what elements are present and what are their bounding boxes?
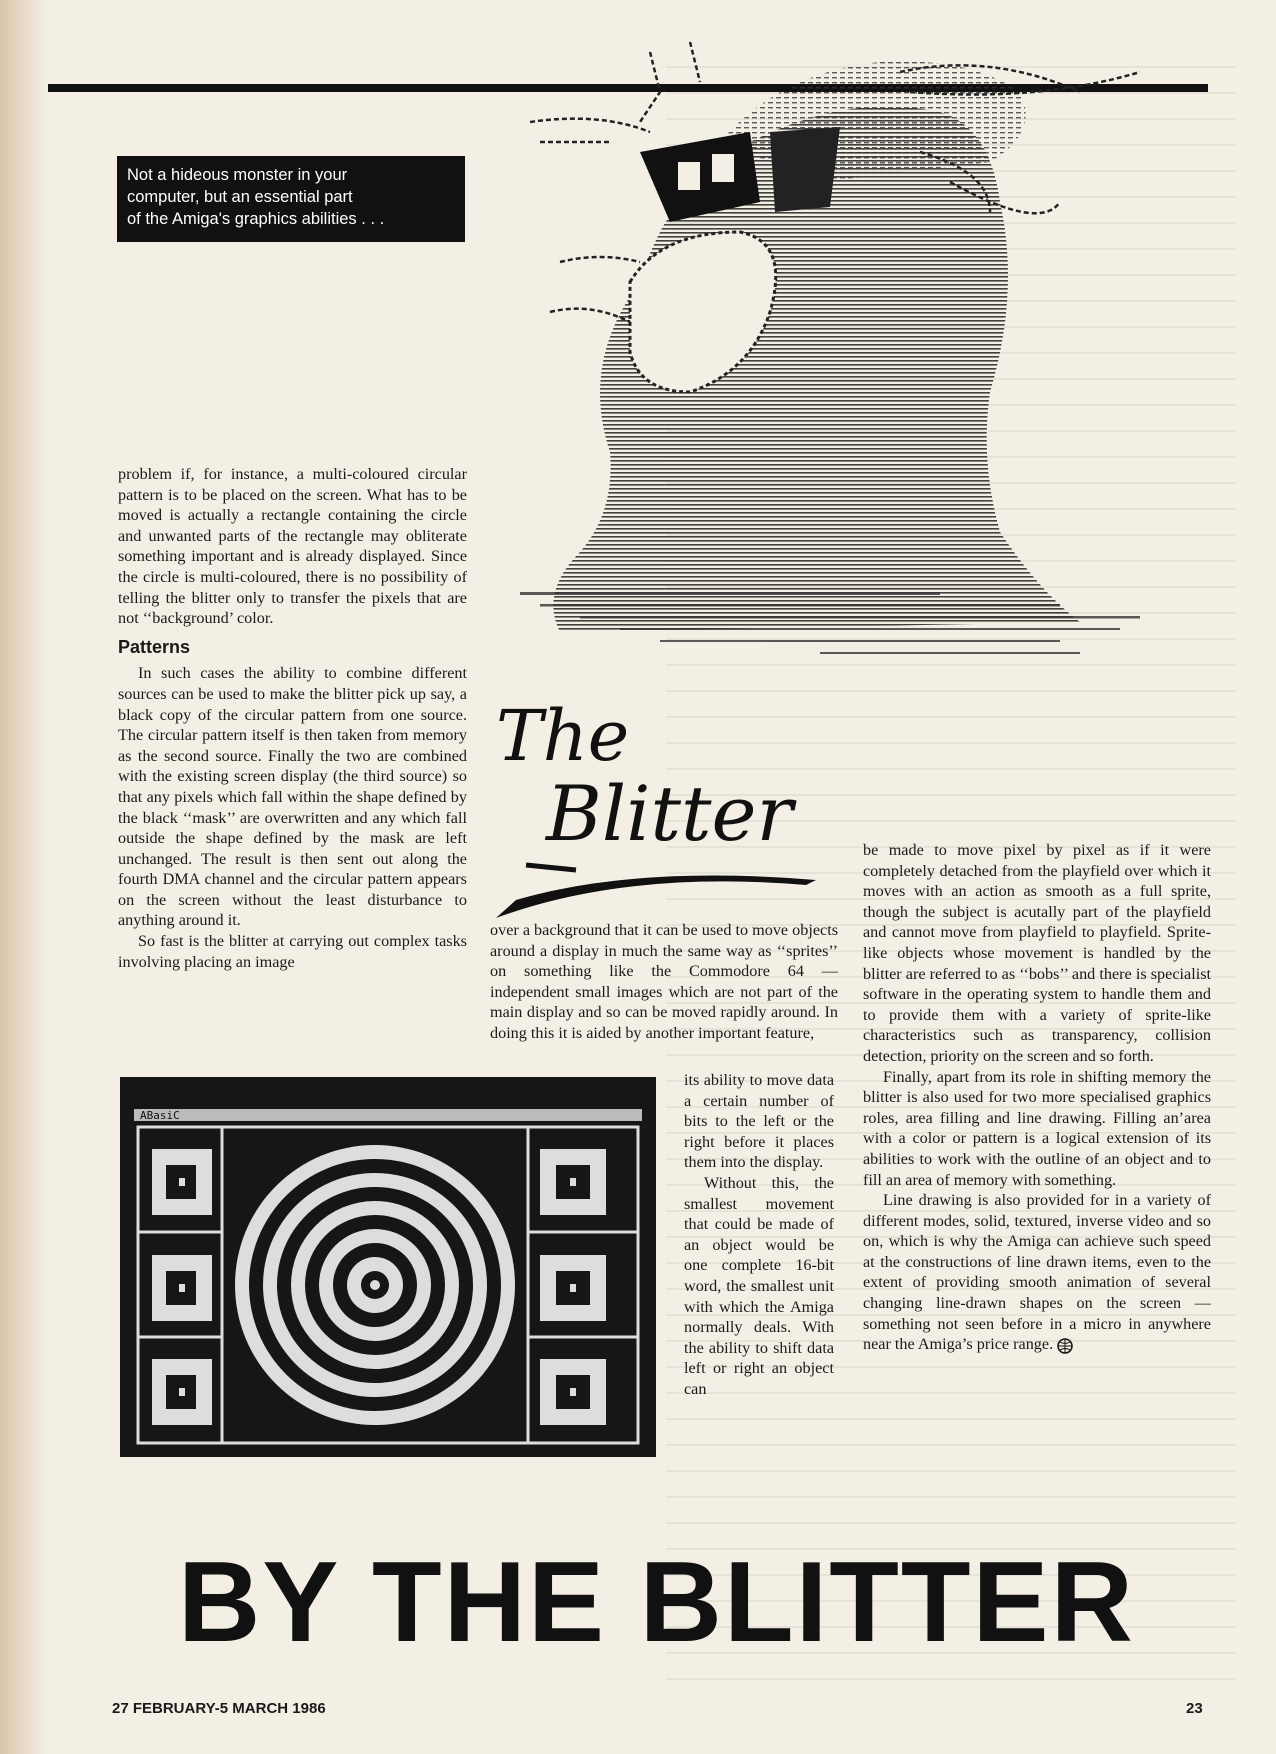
text-column-2	[490, 920, 838, 1044]
logo-underline	[526, 865, 576, 870]
paragraph: So fast is the blitter at carrying out complex tasks involving placing an image	[118, 932, 467, 971]
paragraph	[863, 1190, 1211, 1355]
amiga-screenshot	[120, 1077, 656, 1457]
paragraph: over a background that it can be used to move objects around a display in much the same way as ‘‘sprites’’ on something like the Commodore 64 — independent small images which are not part of the main display and so can be moved rapidly around. In doing this it is aided by another important feature,	[490, 921, 838, 1042]
text-column-2-narrow	[684, 1070, 834, 1400]
caption-line: of the Amiga's graphics abilities . . .	[127, 210, 385, 228]
window-title: ABasiC	[140, 1109, 180, 1122]
monster-illustration	[520, 32, 1210, 712]
concentric-circles	[235, 1145, 515, 1425]
end-mark-globe-icon	[1057, 1338, 1073, 1354]
paragraph: Without this, the smallest movement that could be made of an object would be one complete 16-bit word, the smallest unit with which the Amiga normally deals. With the ability to shift data left or right an object can	[684, 1173, 834, 1398]
logo-word-the: The	[496, 695, 630, 777]
paragraph: In such cases the ability to combine different sources can be used to make the blitter pick up say, a black copy of the circular pattern from one source. The circular pattern itself is then taken from memory as the second source. Finally the two are combined with the existing screen display (the third source) so that any pixels which fall within the shape defined by the black ‘‘mask’’ are overwritten and any which fall outside the shape defined by the mask are left unchanged. The result is then sent out along the fourth DMA channel and the circular pattern appears on the screen without the least disturbance to anything around it.	[118, 664, 467, 930]
section-heading-patterns: Patterns	[118, 636, 191, 657]
footer-date: 27 FEBRUARY-5 MARCH 1986	[112, 1700, 326, 1717]
paragraph-text: Line drawing is also provided for in a variety of different modes, solid, textured, inverse video and so on, which is why the Amiga can achieve such speed at the constructions of line drawn items, even to the extent of providing smooth animation of several changing line-drawn shapes on the screen — something not seen before in a micro in anywhere near the Amiga’s price range.	[863, 1191, 1211, 1354]
logo-swash	[496, 876, 816, 919]
window-title-bar	[134, 1109, 642, 1121]
intro-caption	[117, 156, 465, 242]
logo-word-blitter: Blitter	[546, 769, 793, 858]
the-blitter-logo	[486, 690, 846, 920]
paragraph: its ability to move data a certain number of bits to the left or the right before it places them into the display.	[684, 1071, 834, 1172]
paragraph: be made to move pixel by pixel as if it were completely detached from the playfield over which it moves with an action as smooth as a full sprite, though the subject is acutally part of the playfield and cannot move from playfield to playfield. Sprite-like objects whose movement is handled by the blitter are referred to as ‘‘bobs’’ and there is specialist software in the operating system to handle them and to provide them with a variety of sprite-like characteristics such as transparency, collision detection, priority on the screen and so forth.	[863, 841, 1211, 1065]
caption-line: computer, but an essential part	[127, 188, 353, 206]
paragraph: problem if, for instance, a multi-coloured circular pattern is to be placed on the screen. What has to be moved is actually a rectangle containing the circle and unwanted parts of the rectangle may obliterate something important and is already displayed. Since the circle is multi-coloured, there is no possibility of telling the blitter only to transfer the pixels that are not ‘‘background’ color.	[118, 465, 467, 628]
text-column-1	[118, 464, 467, 972]
paragraph: Finally, apart from its role in shifting memory the blitter is also used for two more specialised graphics roles, area filling and line drawing. Filling an’area with a color or pattern is a logical extension of its abilities to work with the outline of an object and to fill an area of memory with something.	[863, 1067, 1211, 1189]
text-column-3	[863, 840, 1211, 1355]
caption-line: Not a hideous monster in your	[127, 166, 348, 184]
page-number: 23	[1186, 1700, 1203, 1717]
page-spine-shadow	[0, 0, 46, 1754]
headline: BY THE BLITTER	[178, 1539, 1135, 1666]
